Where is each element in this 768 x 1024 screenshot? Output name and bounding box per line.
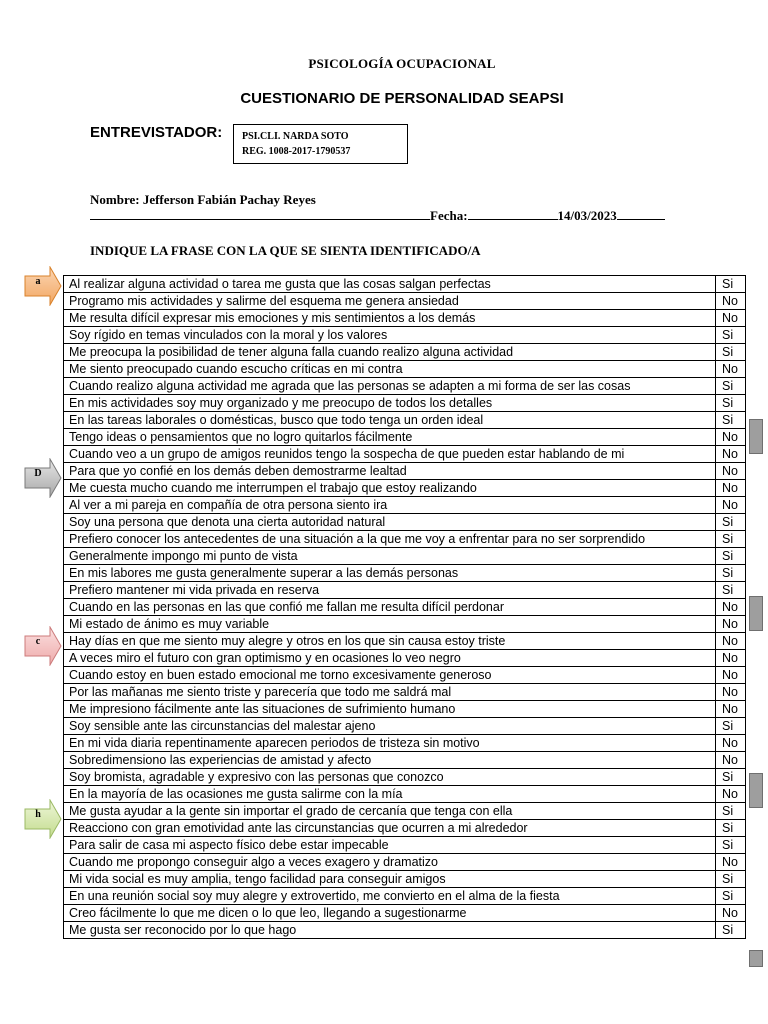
table-row — [64, 327, 746, 344]
answer-cell: No — [716, 701, 746, 718]
table-row — [64, 361, 746, 378]
question-text: Me resulta difícil expresar mis emociones y mis sentimientos a los demás — [64, 310, 716, 327]
question-text: Para salir de casa mi aspecto físico debe estar impecable — [64, 837, 716, 854]
question-text: Al realizar alguna actividad o tarea me gusta que las cosas salgan perfectas — [64, 276, 716, 293]
table-row — [64, 888, 746, 905]
question-text: En las tareas laborales o domésticas, busco que todo tenga un orden ideal — [64, 412, 716, 429]
answer-cell: Si — [716, 378, 746, 395]
table-row — [64, 922, 746, 939]
date-value: 14/03/2023 — [557, 208, 617, 223]
answer-cell: No — [716, 293, 746, 310]
interviewer-name: PSI.CLI. NARDA SOTO — [242, 131, 349, 142]
question-text: Mi estado de ánimo es muy variable — [64, 616, 716, 633]
table-row — [64, 497, 746, 514]
questionnaire-table — [63, 275, 746, 939]
answer-cell: No — [716, 905, 746, 922]
table-row — [64, 735, 746, 752]
table-row — [64, 718, 746, 735]
question-text: En una reunión social soy muy alegre y extrovertido, me convierto en el alma de la fiesta — [64, 888, 716, 905]
table-row — [64, 531, 746, 548]
questionnaire-body — [64, 276, 746, 939]
answer-cell: Si — [716, 395, 746, 412]
question-text: En mis labores me gusta generalmente superar a las demás personas — [64, 565, 716, 582]
answer-cell: Si — [716, 837, 746, 854]
category-marker-d — [24, 458, 62, 498]
blank-line — [468, 209, 558, 220]
question-text: Creo fácilmente lo que me dicen o lo que leo, llegando a sugestionarme — [64, 905, 716, 922]
question-text: Para que yo confié en los demás deben demostrarme lealtad — [64, 463, 716, 480]
answer-cell: Si — [716, 565, 746, 582]
question-text: Programo mis actividades y salirme del esquema me genera ansiedad — [64, 293, 716, 310]
table-row — [64, 820, 746, 837]
table-row — [64, 871, 746, 888]
question-text: Cuando veo a un grupo de amigos reunidos tengo la sospecha de que pueden estar hablando de mi — [64, 446, 716, 463]
answer-cell: Si — [716, 531, 746, 548]
answer-cell: Si — [716, 769, 746, 786]
answer-cell: No — [716, 786, 746, 803]
category-marker-c — [24, 626, 62, 666]
question-text: Me gusta ser reconocido por lo que hago — [64, 922, 716, 939]
question-text: A veces miro el futuro con gran optimismo y en ocasiones lo veo negro — [64, 650, 716, 667]
marker-label: a — [35, 276, 41, 287]
answer-cell: Si — [716, 803, 746, 820]
table-row — [64, 514, 746, 531]
table-row — [64, 412, 746, 429]
question-text: Me siento preocupado cuando escucho críticas en mi contra — [64, 361, 716, 378]
question-text: Cuando en las personas en las que confió me fallan me resulta difícil perdonar — [64, 599, 716, 616]
answer-cell: No — [716, 463, 746, 480]
table-row — [64, 395, 746, 412]
answer-cell: Si — [716, 871, 746, 888]
question-text: Me impresiono fácilmente ante las situaciones de sufrimiento humano — [64, 701, 716, 718]
table-row — [64, 752, 746, 769]
table-row — [64, 905, 746, 922]
question-text: Me cuesta mucho cuando me interrumpen el trabajo que estoy realizando — [64, 480, 716, 497]
blank-line — [90, 209, 430, 220]
answer-cell: No — [716, 497, 746, 514]
question-text: Por las mañanas me siento triste y parecería que todo me saldrá mal — [64, 684, 716, 701]
question-text: Cuando realizo alguna actividad me agrada que las personas se adapten a mi forma de ser las cosas — [64, 378, 716, 395]
date-label: Fecha: — [430, 208, 468, 223]
question-text: Me preocupa la posibilidad de tener alguna falla cuando realizo alguna actividad — [64, 344, 716, 361]
answer-cell: No — [716, 854, 746, 871]
answer-cell: Si — [716, 412, 746, 429]
section-end-marker — [749, 596, 763, 631]
answer-cell: No — [716, 429, 746, 446]
answer-cell: No — [716, 599, 746, 616]
date-line — [90, 208, 665, 224]
answer-cell: Si — [716, 820, 746, 837]
category-marker-h — [24, 799, 62, 839]
questionnaire-title: CUESTIONARIO DE PERSONALIDAD SEAPSI — [240, 90, 564, 107]
table-row — [64, 293, 746, 310]
question-text: Reacciono con gran emotividad ante las circunstancias que ocurren a mi alrededor — [64, 820, 716, 837]
answer-cell: No — [716, 735, 746, 752]
answer-cell: No — [716, 310, 746, 327]
answer-cell: Si — [716, 514, 746, 531]
answer-cell: No — [716, 752, 746, 769]
question-text: En mis actividades soy muy organizado y me preocupo de todos los detalles — [64, 395, 716, 412]
question-text: Me gusta ayudar a la gente sin importar el grado de cercanía que tenga con ella — [64, 803, 716, 820]
table-row — [64, 344, 746, 361]
question-text: Soy bromista, agradable y expresivo con las personas que conozco — [64, 769, 716, 786]
question-text: Soy una persona que denota una cierta autoridad natural — [64, 514, 716, 531]
table-row — [64, 684, 746, 701]
question-text: Soy sensible ante las circunstancias del malestar ajeno — [64, 718, 716, 735]
answer-cell: No — [716, 684, 746, 701]
answer-cell: Si — [716, 582, 746, 599]
table-row — [64, 310, 746, 327]
table-row — [64, 854, 746, 871]
answer-cell: No — [716, 446, 746, 463]
table-row — [64, 837, 746, 854]
answer-cell: No — [716, 633, 746, 650]
interviewer-registration: REG. 1008-2017-1790537 — [242, 146, 351, 157]
question-text: Prefiero conocer los antecedentes de una situación a la que me voy a enfrentar para no ser sorprendido — [64, 531, 716, 548]
question-text: En mi vida diaria repentinamente aparecen periodos de tristeza sin motivo — [64, 735, 716, 752]
question-text: Prefiero mantener mi vida privada en reserva — [64, 582, 716, 599]
answer-cell: Si — [716, 548, 746, 565]
document-title: PSICOLOGÍA OCUPACIONAL — [308, 56, 496, 71]
answer-cell: Si — [716, 888, 746, 905]
question-text: Soy rígido en temas vinculados con la moral y los valores — [64, 327, 716, 344]
answer-cell: No — [716, 650, 746, 667]
table-row — [64, 633, 746, 650]
table-row — [64, 582, 746, 599]
table-row — [64, 769, 746, 786]
question-text: Sobredimensiono las experiencias de amistad y afecto — [64, 752, 716, 769]
marker-label: h — [35, 809, 41, 820]
answer-cell: No — [716, 480, 746, 497]
question-text: En la mayoría de las ocasiones me gusta salirme con la mía — [64, 786, 716, 803]
table-row — [64, 446, 746, 463]
interviewer-label: ENTREVISTADOR: — [90, 124, 223, 141]
question-text: Cuando me propongo conseguir algo a veces exagero y dramatizo — [64, 854, 716, 871]
section-end-marker — [749, 950, 763, 967]
table-row — [64, 378, 746, 395]
category-marker-a — [24, 266, 62, 306]
question-text: Al ver a mi pareja en compañía de otra persona siento ira — [64, 497, 716, 514]
table-row — [64, 463, 746, 480]
table-row — [64, 701, 746, 718]
respondent-name: Nombre: Jefferson Fabián Pachay Reyes — [90, 192, 316, 207]
answer-cell: Si — [716, 718, 746, 735]
question-text: Generalmente impongo mi punto de vista — [64, 548, 716, 565]
question-text: Mi vida social es muy amplia, tengo facilidad para conseguir amigos — [64, 871, 716, 888]
instruction-text: INDIQUE LA FRASE CON LA QUE SE SIENTA IDENTIFICADO/A — [90, 243, 481, 258]
table-row — [64, 480, 746, 497]
question-text: Tengo ideas o pensamientos que no logro quitarlos fácilmente — [64, 429, 716, 446]
table-row — [64, 429, 746, 446]
answer-cell: Si — [716, 344, 746, 361]
table-row — [64, 276, 746, 293]
answer-cell: Si — [716, 327, 746, 344]
table-row — [64, 599, 746, 616]
section-end-marker — [749, 773, 763, 808]
interviewer-box — [233, 124, 408, 164]
table-row — [64, 650, 746, 667]
answer-cell: No — [716, 667, 746, 684]
table-row — [64, 786, 746, 803]
blank-line — [617, 209, 665, 220]
question-text: Cuando estoy en buen estado emocional me torno excesivamente generoso — [64, 667, 716, 684]
section-end-marker — [749, 419, 763, 454]
answer-cell: Si — [716, 922, 746, 939]
table-row — [64, 565, 746, 582]
table-row — [64, 548, 746, 565]
marker-label: c — [35, 636, 41, 647]
table-row — [64, 667, 746, 684]
answer-cell: Si — [716, 276, 746, 293]
question-text: Hay días en que me siento muy alegre y otros en los que sin causa estoy triste — [64, 633, 716, 650]
table-row — [64, 616, 746, 633]
table-row — [64, 803, 746, 820]
answer-cell: No — [716, 616, 746, 633]
marker-label: D — [34, 468, 42, 479]
answer-cell: No — [716, 361, 746, 378]
